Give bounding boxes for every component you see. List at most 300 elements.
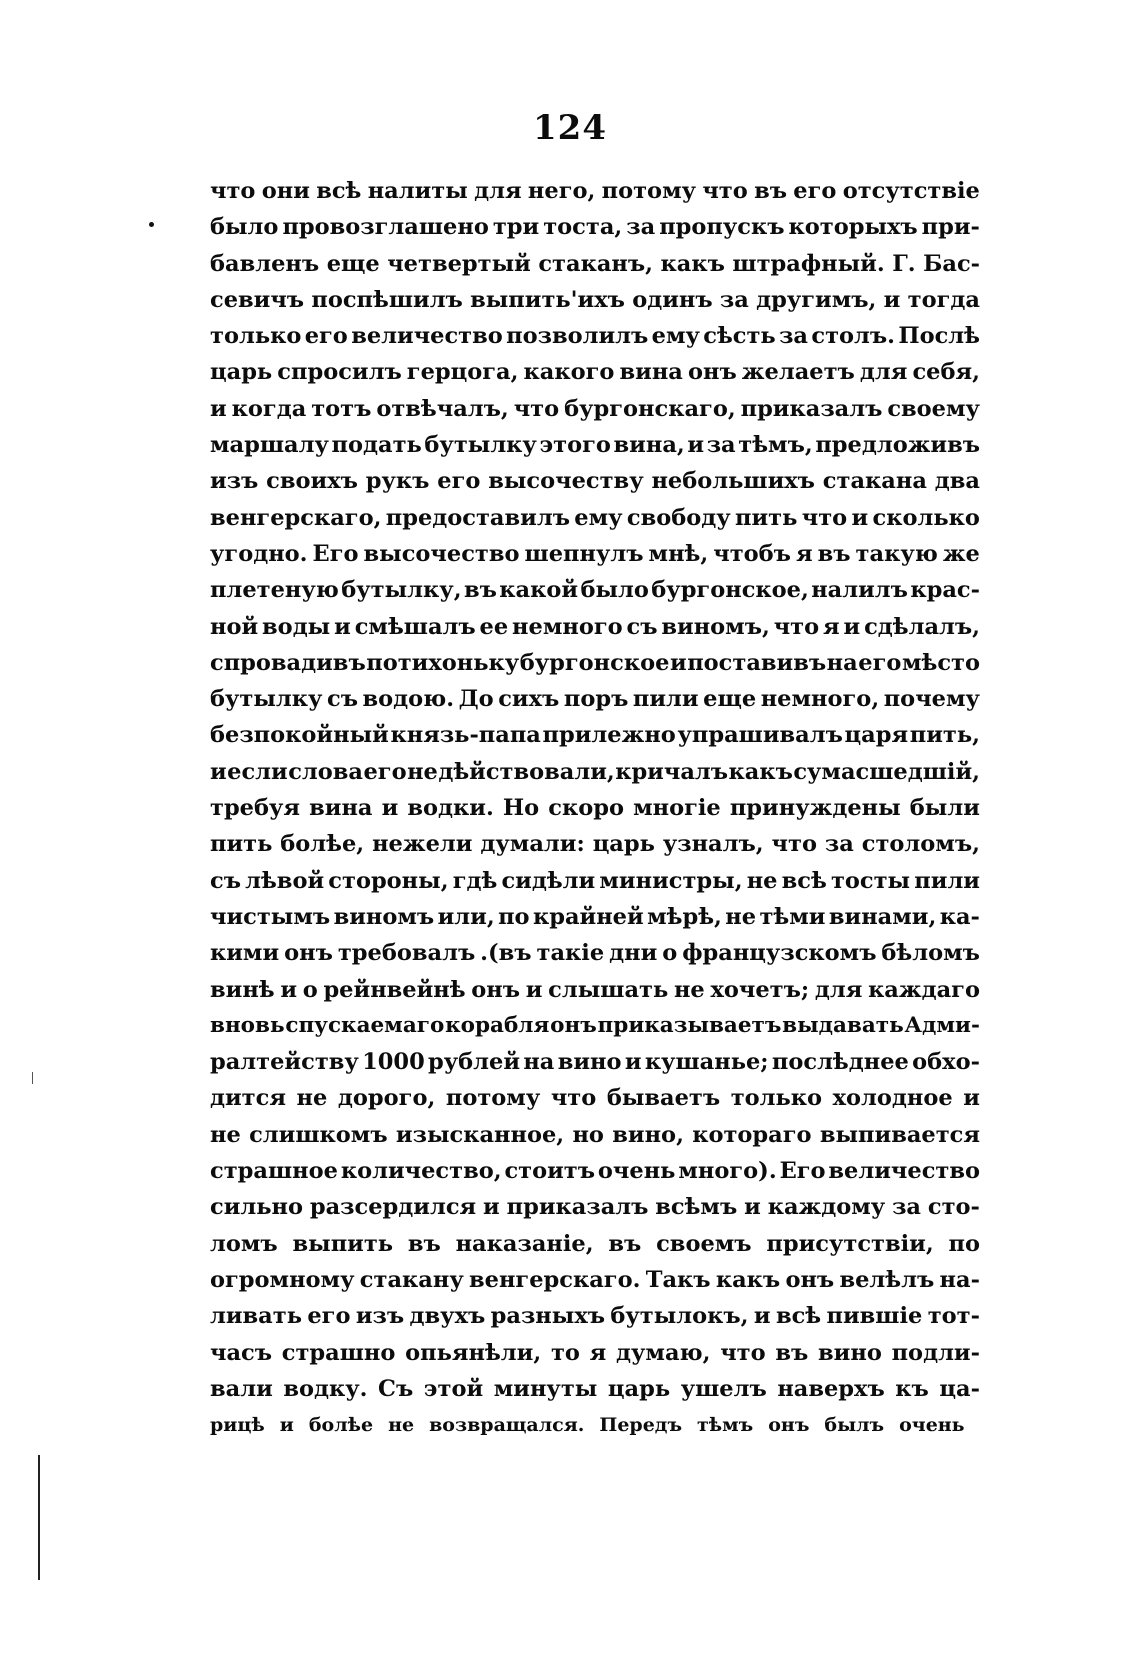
word: по: [948, 1230, 980, 1257]
word: и: [851, 504, 869, 531]
word: что: [771, 831, 817, 858]
word: ему: [651, 323, 700, 350]
word: такую: [855, 540, 938, 567]
word: было: [210, 214, 279, 241]
word: угодно.: [210, 540, 308, 567]
word: для: [814, 976, 863, 1003]
word: мѣсто: [901, 649, 980, 676]
word: упрашивалъ: [677, 722, 843, 749]
text-line: [210, 500, 980, 536]
word: не: [673, 976, 705, 1003]
word: котораго: [692, 1121, 812, 1148]
word: вновь: [210, 1012, 285, 1038]
word: Передъ: [599, 1414, 683, 1437]
word: крас-: [910, 577, 980, 604]
word: какъ: [715, 1266, 781, 1293]
word: для: [859, 359, 908, 386]
word: стороны,: [328, 867, 449, 894]
word: стакана: [822, 468, 927, 495]
word: четвертый: [387, 250, 531, 277]
word: ее: [479, 613, 509, 640]
word: слышать: [548, 976, 669, 1003]
word: страшно: [281, 1339, 396, 1366]
text-line: [210, 282, 980, 318]
text-line: [210, 536, 980, 572]
word: выпить: [292, 1230, 394, 1257]
text-line: [210, 1189, 980, 1225]
word: когда: [231, 395, 307, 422]
word: ему: [574, 504, 623, 531]
word: съ: [327, 686, 358, 713]
word: то: [550, 1339, 580, 1366]
word: что: [550, 1085, 597, 1112]
word: Но: [502, 795, 540, 822]
text-line: [210, 1226, 980, 1262]
word: позволилъ: [506, 323, 649, 350]
word: немного: [512, 613, 623, 640]
word: много).: [678, 1158, 777, 1185]
word: винѣ: [210, 976, 275, 1003]
word: часъ: [210, 1339, 273, 1366]
word: я: [589, 1339, 607, 1366]
word: его: [304, 323, 348, 350]
word: два: [934, 468, 980, 495]
word: хочетъ;: [710, 976, 810, 1003]
text-line: [210, 391, 980, 427]
page-number: 124: [533, 108, 607, 148]
word: царь: [607, 1375, 671, 1402]
word: требуя: [210, 795, 301, 822]
word: въ: [817, 540, 851, 567]
word: только: [730, 1085, 823, 1112]
word: венгерскаго.: [469, 1266, 641, 1293]
word: и: [525, 976, 543, 1003]
word: какъ: [660, 250, 725, 277]
word: что: [720, 1339, 766, 1366]
word: пить,: [909, 722, 980, 749]
word: очень: [899, 1414, 965, 1437]
word: и: [483, 1194, 500, 1221]
word: къ: [895, 1375, 929, 1402]
word: и: [687, 432, 705, 459]
word: сѣсть: [703, 323, 776, 350]
margin-dot-mark: [149, 222, 154, 227]
word: за: [626, 214, 656, 241]
word: мѣрѣ,: [647, 903, 722, 930]
word: Его: [312, 540, 359, 567]
word: огромному: [210, 1266, 355, 1293]
word: что: [801, 504, 848, 531]
word: каждаго: [868, 976, 980, 1003]
word: дорого,: [337, 1085, 436, 1112]
word: не: [210, 1121, 241, 1148]
word: маршалу: [210, 432, 329, 459]
word: сидѣли: [501, 867, 596, 894]
word: какой: [499, 577, 579, 604]
word: возвращался.: [429, 1414, 585, 1437]
word: царь: [210, 359, 273, 386]
word: сто-: [927, 1194, 980, 1221]
word: кушанье;: [644, 1049, 769, 1076]
word: и: [843, 613, 861, 640]
word: и: [963, 1085, 980, 1112]
word: еще: [326, 250, 380, 277]
word: что: [513, 395, 560, 422]
word: пили: [632, 686, 699, 713]
text-line: [210, 246, 980, 282]
word: былъ: [824, 1414, 885, 1437]
word: тѣми: [759, 903, 826, 930]
word: только: [210, 323, 302, 350]
word: изъ: [210, 468, 259, 495]
word: плетеную: [210, 577, 339, 604]
word: требовалъ: [337, 940, 476, 967]
word: дни: [609, 940, 658, 967]
word: выпивается: [819, 1121, 980, 1148]
word: безпокойный: [210, 722, 389, 749]
word: рейнвейнѣ: [323, 976, 466, 1003]
word: отвѣчалъ,: [376, 395, 509, 422]
word: рицѣ: [210, 1414, 265, 1437]
word: минуты: [493, 1375, 598, 1402]
word: тоста,: [543, 214, 623, 241]
word: ца-: [939, 1375, 980, 1402]
word: двухъ: [409, 1303, 486, 1330]
word: было: [580, 577, 649, 604]
body-text: [210, 173, 980, 1443]
word: каждому: [767, 1194, 886, 1221]
word: желаетъ: [741, 359, 855, 386]
word: этого: [539, 432, 611, 459]
word: я: [795, 540, 813, 567]
word: нежели: [372, 831, 473, 858]
word: присутствіи,: [766, 1230, 934, 1257]
word: выдавать: [782, 1012, 904, 1038]
word: бываетъ: [606, 1085, 721, 1112]
word: приказываетъ: [597, 1012, 782, 1038]
word: чтобъ: [713, 540, 791, 567]
text-line: [210, 790, 980, 826]
word: Бас-: [923, 250, 980, 277]
text-line: [210, 1407, 980, 1443]
text-line: [210, 1117, 980, 1153]
word: мнѣ,: [648, 540, 709, 567]
word: принуждены: [729, 795, 901, 822]
word: Такъ: [645, 1266, 711, 1293]
text-line: [210, 1298, 980, 1334]
word: министры,: [599, 867, 743, 894]
word: и: [669, 649, 687, 676]
text-line: [210, 681, 980, 717]
word: вина: [309, 795, 373, 822]
text-line: [210, 354, 980, 390]
word: царя: [844, 722, 909, 749]
word: обхо-: [912, 1049, 980, 1076]
word: наверхъ: [777, 1375, 885, 1402]
word: Послѣ: [898, 323, 980, 350]
word: не: [388, 1414, 415, 1437]
word: поставивъ: [687, 649, 827, 676]
word: корабля: [445, 1012, 550, 1038]
word: пить: [210, 831, 273, 858]
word: многіе: [633, 795, 721, 822]
scan-edge-mark: [38, 1455, 40, 1580]
word: въ: [775, 1339, 809, 1366]
text-line: [210, 1044, 980, 1080]
word: высочеству: [488, 468, 644, 495]
word: .(въ: [480, 940, 532, 967]
word: севичъ: [210, 286, 305, 313]
word: три: [492, 214, 540, 241]
word: прилежно: [542, 722, 676, 749]
word: такіе: [536, 940, 605, 967]
text-line: [210, 1153, 980, 1189]
word: въ: [608, 1230, 642, 1257]
word: бургонское: [519, 649, 670, 676]
word: онъ: [785, 1266, 835, 1293]
word: небольшихъ: [651, 468, 815, 495]
text-line: [210, 1371, 980, 1407]
word: которыхъ: [788, 214, 918, 241]
word: князь-папа: [390, 722, 541, 749]
word: подли-: [891, 1339, 980, 1366]
word: опьянѣли,: [405, 1339, 542, 1366]
text-line: [210, 1080, 980, 1116]
text-line: [210, 972, 980, 1008]
word: и: [883, 286, 901, 313]
word: всѣмъ: [655, 1194, 738, 1221]
text-line: [210, 1335, 980, 1371]
word: за: [719, 286, 749, 313]
text-line: [210, 1008, 980, 1044]
word: налилъ: [811, 577, 908, 604]
word: ной: [210, 613, 259, 640]
word: для: [474, 178, 522, 204]
word: онъ: [768, 1414, 810, 1437]
word: Съ: [378, 1375, 414, 1402]
word: его: [793, 178, 837, 204]
word: приказалъ: [506, 1194, 649, 1221]
word: если: [227, 758, 288, 785]
word: величество: [351, 323, 503, 350]
word: его: [307, 1303, 351, 1330]
word: слишкомъ: [249, 1121, 388, 1148]
word: какого: [523, 359, 615, 386]
word: количество,: [340, 1158, 502, 1185]
word: изъ: [355, 1303, 405, 1330]
word: что: [773, 613, 820, 640]
word: бутылку: [424, 432, 537, 459]
word: думали:: [480, 831, 585, 858]
word: на: [523, 1049, 555, 1076]
word: всѣ: [775, 1303, 822, 1330]
word: крайней: [532, 903, 644, 930]
word: высочество: [363, 540, 520, 567]
word: тогда: [907, 286, 980, 313]
word: почему: [883, 686, 980, 713]
word: и: [381, 795, 399, 822]
word: лѣвой: [245, 867, 325, 894]
word: наказаніе,: [455, 1230, 594, 1257]
word: или,: [437, 903, 495, 930]
word: ка-: [939, 903, 980, 930]
word: какъ: [728, 758, 793, 785]
word: тосты: [830, 867, 911, 894]
word: ралтейству: [210, 1049, 359, 1076]
word: дѣйствовали,: [438, 758, 615, 785]
margin-tick-mark: [32, 1072, 33, 1084]
word: и: [279, 1414, 294, 1437]
word: венгерскаго,: [210, 504, 382, 531]
word: за: [824, 831, 854, 858]
word: бутылку: [210, 686, 323, 713]
word: ушелъ: [680, 1375, 767, 1402]
word: другимъ,: [756, 286, 877, 313]
word: немного,: [760, 686, 880, 713]
word: Г.: [892, 250, 916, 277]
word: пить: [735, 504, 798, 531]
word: они: [261, 178, 310, 204]
word: и: [753, 1303, 771, 1330]
word: провозглашено: [282, 214, 489, 241]
word: и: [334, 613, 351, 640]
word: же: [942, 540, 980, 567]
word: вали: [210, 1375, 273, 1402]
word: этой: [423, 1375, 484, 1402]
word: тѣмъ: [697, 1414, 754, 1437]
word: при-: [921, 214, 980, 241]
word: думаю,: [616, 1339, 711, 1366]
word: дится: [210, 1085, 286, 1112]
word: всѣ: [316, 178, 362, 204]
word: сихъ: [498, 686, 560, 713]
text-line: [210, 609, 980, 645]
word: кричалъ: [615, 758, 729, 785]
word: свободу: [626, 504, 731, 531]
word: его: [858, 649, 902, 676]
word: съ: [210, 867, 241, 894]
word: спросилъ: [277, 359, 402, 386]
word: пившіе: [826, 1303, 923, 1330]
word: бутылку,: [341, 577, 462, 604]
word: Адми-: [904, 1012, 980, 1038]
word: чистымъ: [210, 903, 331, 930]
word: о: [302, 976, 318, 1003]
word: отсутствіе: [842, 178, 980, 204]
word: вино,: [612, 1121, 684, 1148]
word: своихъ: [266, 468, 358, 495]
word: холодное: [832, 1085, 953, 1112]
word: французскомъ: [682, 940, 877, 967]
word: тѣмъ,: [738, 432, 813, 459]
word: онъ: [471, 976, 521, 1003]
word: поръ: [563, 686, 629, 713]
text-line: [210, 572, 980, 608]
word: предоставилъ: [385, 504, 570, 531]
word: потихоньку: [366, 649, 520, 676]
word: и: [624, 1049, 642, 1076]
word: не: [296, 1085, 328, 1112]
word: себя,: [912, 359, 980, 386]
word: водку.: [283, 1375, 368, 1402]
word: въ: [463, 577, 497, 604]
word: бутылокъ,: [610, 1303, 749, 1330]
word: смѣшалъ: [354, 613, 476, 640]
word: сдѣлалъ,: [864, 613, 980, 640]
word: слова: [288, 758, 364, 785]
word: рублей: [428, 1049, 521, 1076]
word: царь: [592, 831, 655, 858]
word: съ: [626, 613, 658, 640]
word: онъ: [687, 359, 737, 386]
word: велѣлъ: [839, 1266, 935, 1293]
word: подать: [331, 432, 422, 459]
word: стаканъ,: [538, 250, 653, 277]
word: сумасшедшій,: [793, 758, 980, 785]
word: До: [458, 686, 494, 713]
word: я: [822, 613, 840, 640]
word: тот-: [927, 1303, 980, 1330]
word: вина: [619, 359, 683, 386]
word: столомъ,: [861, 831, 980, 858]
word: не: [407, 758, 438, 785]
word: по: [498, 903, 530, 930]
word: водки.: [407, 795, 494, 822]
word: что: [210, 178, 256, 204]
word: бургонское,: [651, 577, 809, 604]
word: за: [892, 1194, 922, 1221]
word: его: [437, 468, 481, 495]
text-line: [210, 754, 980, 790]
word: очень: [597, 1158, 676, 1185]
word: герцога,: [406, 359, 519, 386]
word: вина,: [613, 432, 685, 459]
word: водою.: [362, 686, 455, 713]
text-line: [210, 173, 980, 209]
word: налиты: [367, 178, 468, 204]
word: узналъ,: [662, 831, 764, 858]
word: скоро: [548, 795, 624, 822]
word: потому: [601, 178, 697, 204]
word: не: [725, 903, 757, 930]
word: одинъ: [632, 286, 713, 313]
text-line: [210, 1262, 980, 1298]
text-line: [210, 826, 980, 862]
word: пропускъ: [659, 214, 785, 241]
word: и: [280, 976, 298, 1003]
word: въ: [754, 178, 787, 204]
word: сильно: [210, 1194, 303, 1221]
text-line: [210, 463, 980, 499]
text-line: [210, 645, 980, 681]
word: ливать: [210, 1303, 302, 1330]
word: вино: [818, 1339, 882, 1366]
text-line: [210, 717, 980, 753]
word: не: [746, 867, 778, 894]
word: разсердился: [309, 1194, 477, 1221]
word: были: [909, 795, 980, 822]
word: спускаемаго: [285, 1012, 445, 1038]
word: винами,: [828, 903, 937, 930]
word: потому: [445, 1085, 541, 1112]
word: въ: [407, 1230, 441, 1257]
word: виномъ,: [661, 613, 770, 640]
word: выпить'ихъ: [470, 286, 625, 313]
word: него,: [527, 178, 596, 204]
word: штрафный.: [732, 250, 885, 277]
word: за: [779, 323, 809, 350]
word: еще: [703, 686, 757, 713]
